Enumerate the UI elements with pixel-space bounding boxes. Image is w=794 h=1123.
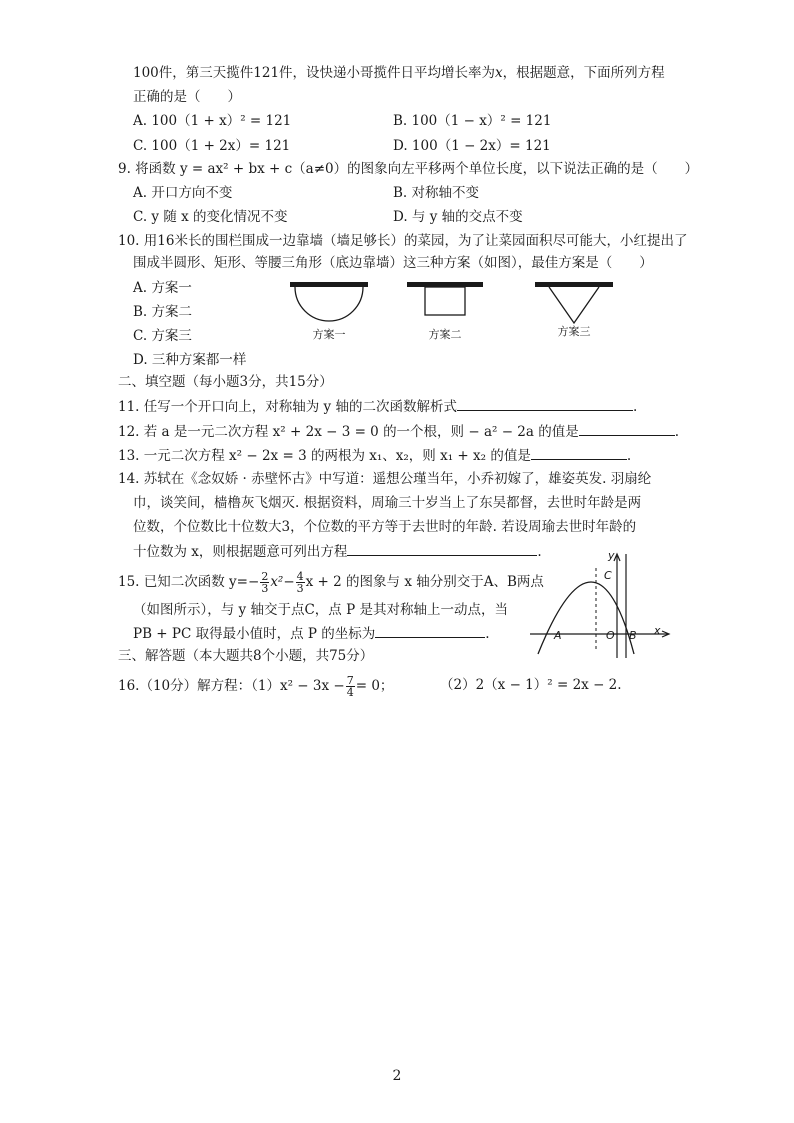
q15-label-c: C	[604, 569, 612, 582]
q14-answer-blank[interactable]	[347, 541, 537, 556]
q16-fraction: $\frac{7}{4}$	[346, 674, 354, 699]
q10-label-plan3: 方案三	[557, 325, 591, 338]
q13-answer-blank[interactable]	[531, 445, 627, 460]
q10-option-c: C. 方案三	[133, 328, 192, 344]
q10-figure-plan3	[532, 278, 616, 344]
q15-line2: （如图所示），与 y 轴交于点C，点 P 是其对称轴上一动点，当	[133, 602, 508, 618]
q14-line1: 14. 苏轼在《念奴娇 · 赤壁怀古》中写道：遥想公瑾当年，小乔初嫁了，雄姿英发. 羽扇纶	[118, 471, 652, 487]
q10-option-a: A. 方案一	[133, 280, 192, 296]
q15-label-b: B	[629, 629, 637, 642]
q12-text: 12. 若 a 是一元二次方程 x² + 2x − 3 = 0 的一个根，则 − a² − 2a 的值是 .	[118, 421, 679, 442]
q15-label-a: A	[554, 629, 562, 642]
q12-answer-blank[interactable]	[579, 421, 675, 436]
q9-stem: 9. 将函数 y = ax² + bx + c（a≠0）的图象向左平移两个单位长度，以下说法正确的是（ ）	[118, 161, 699, 177]
q8-option-b: B. 100（1 − x）² = 121	[393, 113, 552, 129]
q15-line1: 15. 已知二次函数 y=− $\frac{2}{3}$ x²− $\frac{4}{3}$ x + 2 的图象与 x 轴分别交于A、B两点	[118, 570, 544, 595]
q15-label-x: x	[654, 624, 661, 637]
q16-part1: 16.（10分）解方程：（1）x² − 3x − $\frac{7}{4}$ = 0；	[118, 674, 394, 699]
q15-fraction-1: $\frac{2}{3}$	[261, 570, 269, 595]
section-2-heading: 二、填空题（每小题3分，共15分）	[118, 374, 333, 390]
q10-label-plan2: 方案二	[428, 328, 462, 341]
q14-line2: 巾，谈笑间，樯橹灰飞烟灭. 根据资料，周瑜三十岁当上了东吴都督，去世时年龄是两	[133, 495, 642, 511]
q10-option-b: B. 方案二	[133, 304, 193, 320]
q8-stem-line1: 100件，第三天揽件121件，设快递小哥揽件日平均增长率为x，根据题意，下面所列方程	[133, 65, 665, 81]
section-3-heading: 三、解答题（本大题共8个小题，共75分）	[118, 648, 374, 664]
q15-label-y: y	[608, 549, 615, 562]
q9-option-c: C. y 随 x 的变化情况不变	[133, 209, 288, 225]
q8-option-d: D. 100（1 − 2x）= 121	[393, 138, 551, 154]
q15-label-o: O	[606, 629, 615, 642]
q10-figure-plan1	[286, 278, 372, 344]
q9-option-b: B. 对称轴不变	[393, 185, 480, 201]
q10-stem-line2: 围成半圆形、矩形、等腰三角形（底边靠墙）这三种方案（如图），最佳方案是（ ）	[133, 255, 653, 271]
q11-text: 11. 任写一个开口向上，对称轴为 y 轴的二次函数解析式 .	[118, 396, 637, 417]
q10-figure-plan2	[404, 278, 486, 344]
page-number: 2	[392, 1068, 402, 1084]
q14-line4: 十位数为 x，则根据题意可列出方程 .	[133, 541, 542, 562]
q15-line3: PB + PC 取得最小值时，点 P 的坐标为 .	[133, 623, 490, 644]
q16-part2: （2）2（x − 1）² = 2x − 2.	[440, 677, 622, 693]
q9-option-a: A. 开口方向不变	[133, 185, 233, 201]
q15-parabola-graph	[528, 548, 676, 660]
q8-option-a: A. 100（1 + x）² = 121	[133, 113, 292, 129]
q14-line3: 位数，个位数比十位数大3，个位数的平方等于去世时的年龄. 若设周瑜去世时年龄的	[133, 519, 637, 535]
q10-stem-line1: 10. 用16米长的围栏围成一边靠墙（墙足够长）的菜园，为了让菜园面积尽可能大，小红提出了	[118, 233, 688, 249]
q8-option-c: C. 100（1 + 2x）= 121	[133, 138, 291, 154]
q11-answer-blank[interactable]	[457, 396, 633, 411]
q15-answer-blank[interactable]	[375, 623, 485, 638]
q10-option-d: D. 三种方案都一样	[133, 352, 247, 368]
q13-text: 13. 一元二次方程 x² − 2x = 3 的两根为 x₁、x₂，则 x₁ + x₂ 的值是 .	[118, 445, 631, 466]
q9-option-d: D. 与 y 轴的交点不变	[393, 209, 523, 225]
q10-label-plan1: 方案一	[312, 328, 346, 341]
q15-fraction-2: $\frac{4}{3}$	[296, 570, 304, 595]
q8-stem-line2: 正确的是（ ）	[133, 89, 241, 105]
